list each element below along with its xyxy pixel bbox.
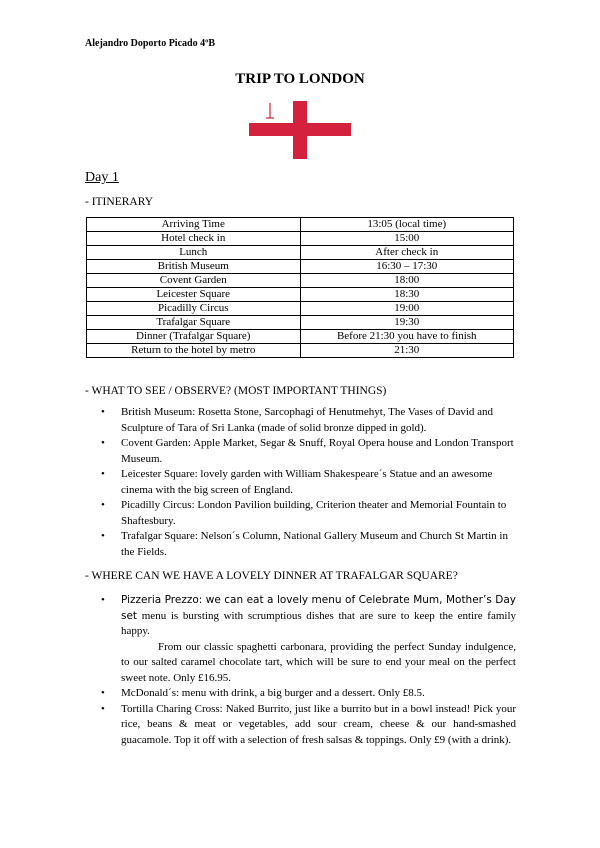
itinerary-activity-cell: Return to the hotel by metro [87, 344, 301, 358]
table-row [87, 344, 514, 358]
list-item: • Covent Garden: Apple Market, Segar & Snuff, Royal Opera house and London Transport Museum. [101, 437, 514, 465]
itinerary-time-cell: 18:00 [300, 274, 514, 288]
england-flag-icon [249, 101, 351, 159]
bullet-icon: • [101, 702, 105, 715]
itinerary-time-cell: Before 21:30 you have to finish [300, 330, 514, 344]
table-row [87, 302, 514, 316]
flag-cross-horizontal [249, 123, 351, 136]
itinerary-activity-cell: Trafalgar Square [87, 316, 301, 330]
bullet-icon: • [101, 594, 105, 606]
list-item: • Tortilla Charing Cross: Naked Burrito, just like a burrito but in a bowl instead! Pick your rice, beans & meat or vegetables, add sour cream, cheese & our hand-smashed guacamole. Top it off with a selection of fresh salsas & toppings. Only £9 (with a drink). [101, 702, 516, 746]
day-heading: Day 1 [85, 170, 119, 185]
list-item: • British Museum: Rosetta Stone, Sarcophagi of Henutmehyt, The Vases of David and Sculpture of Tara of Sri Lanka (made of solid bronze dipped in gold). [101, 406, 494, 434]
list-item: • McDonald´s: menu with drink, a big burger and a dessert. Only £8.5. [121, 686, 516, 702]
dinner-list [101, 593, 516, 748]
itinerary-time-cell: 21:30 [300, 344, 514, 358]
table-row [87, 316, 514, 330]
table-row [87, 288, 514, 302]
itinerary-activity-cell: Picadilly Circus [87, 302, 301, 316]
itinerary-time-cell: 13:05 (local time) [300, 218, 514, 232]
see-heading: - WHAT TO SEE / OBSERVE? (MOST IMPORTANT THINGS) [85, 385, 387, 397]
itinerary-activity-cell: Leicester Square [87, 288, 301, 302]
flag-vertical-white-gap [249, 101, 293, 123]
pizzeria-paragraph: From our classic spaghetti carbonara, providing the perfect Sunday indulgence, to our salted caramel chocolate tart, which will be sure to end your meal on the perfect sweet note. Only £16.95. [121, 640, 516, 684]
table-row [87, 218, 514, 232]
see-list [101, 405, 516, 560]
bullet-icon: • [101, 406, 105, 418]
itinerary-activity-cell: Lunch [87, 246, 301, 260]
table-row [87, 246, 514, 260]
itinerary-heading: - ITINERARY [85, 196, 154, 208]
bullet-icon: • [101, 437, 105, 449]
itinerary-time-cell: 19:00 [300, 302, 514, 316]
bullet-icon: • [101, 530, 105, 542]
itinerary-time-cell: After check in [300, 246, 514, 260]
page-title: TRIP TO LONDON [235, 71, 365, 87]
itinerary-time-cell: 18:30 [300, 288, 514, 302]
bullet-icon: • [101, 687, 105, 699]
table-row [87, 260, 514, 274]
itinerary-time-cell: 16:30 – 17:30 [300, 260, 514, 274]
itinerary-activity-cell: British Museum [87, 260, 301, 274]
bullet-icon: • [101, 468, 105, 480]
itinerary-time-cell: 15:00 [300, 232, 514, 246]
bullet-icon: • [101, 499, 105, 511]
author-name: Alejandro Doporto Picado 4ºB [85, 38, 216, 49]
itinerary-activity-cell: Covent Garden [87, 274, 301, 288]
itinerary-time-cell: 19:30 [300, 316, 514, 330]
pizzeria-lead: Pizzeria Prezzo: we can eat a lovely menu of Celebrate Mum, Mother’s Day set [121, 594, 516, 622]
itinerary-activity-cell: Arriving Time [87, 218, 301, 232]
table-row [87, 232, 514, 246]
list-item: • Picadilly Circus: London Pavilion building, Criterion theater and Memorial Fountain to Shaftesbury. [101, 499, 507, 527]
list-item: • Leicester Square: lovely garden with William Shakespeare´s Statue and an awesome cinema with the big screen of England. [101, 468, 493, 496]
itinerary-table [86, 217, 514, 358]
table-row [87, 330, 514, 344]
itinerary-activity-cell: Hotel check in [87, 232, 301, 246]
list-item: • Trafalgar Square: Nelson´s Column, National Gallery Museum and Church St Martin in the Fields. [101, 530, 508, 558]
dinner-heading: - WHERE CAN WE HAVE A LOVELY DINNER AT TRAFALGAR SQUARE? [85, 570, 458, 582]
pizzeria-rest: menu is bursting with scrumptious dishes that are sure to keep the entire family happy. [121, 609, 516, 637]
itinerary-activity-cell: Dinner (Trafalgar Square) [87, 330, 301, 344]
list-item [101, 593, 516, 686]
table-row [87, 274, 514, 288]
